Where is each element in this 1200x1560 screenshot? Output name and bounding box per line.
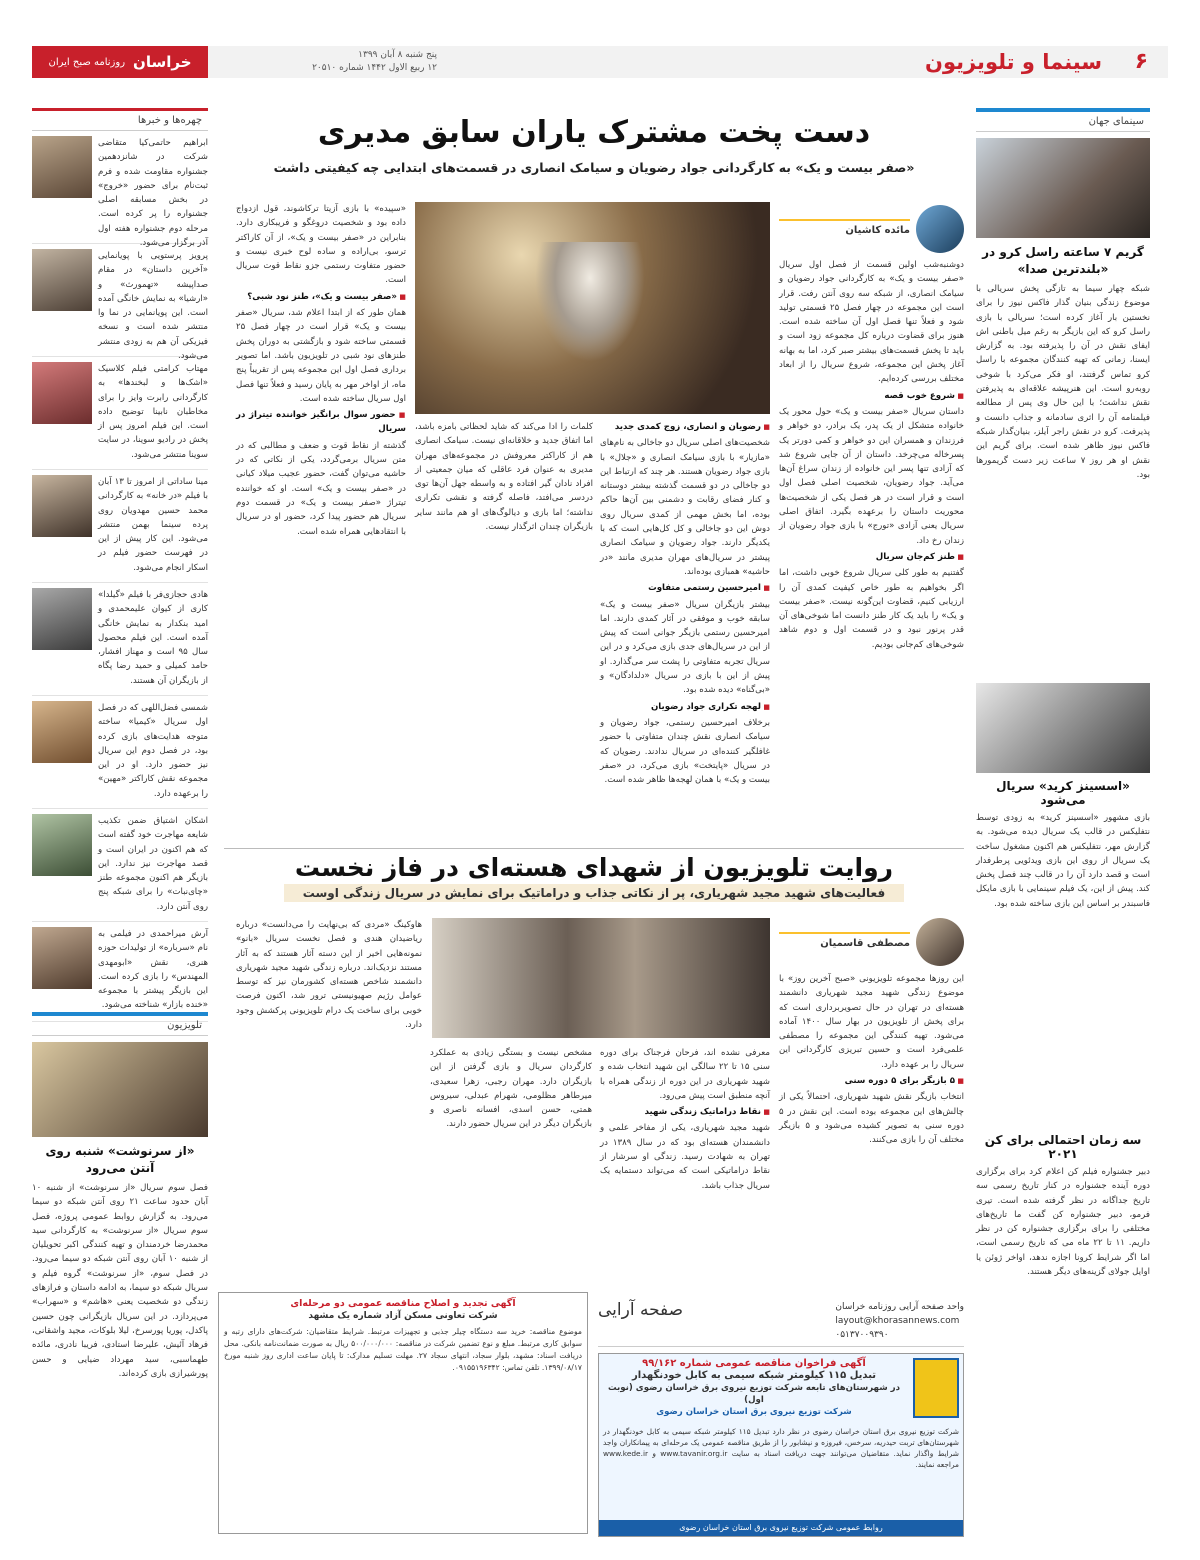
box-label: چهره‌ها و خبرها <box>32 111 208 131</box>
faces-and-news-column <box>32 108 208 1160</box>
tender-ad-electricity[interactable] <box>598 1353 964 1537</box>
author-box <box>779 918 964 966</box>
author-avatar <box>916 918 964 966</box>
news-title[interactable]: «اسسینز کرید» سریال می‌شود <box>996 779 1130 807</box>
face-news-text: ابراهیم حاتمی‌کیا متقاضی شرکت در شانزدهمین جشنواره مقاومت شده و فرم ثبت‌نام برای حضور «خروج» در بخش مسابقه اصلی جشنواره را پر کرده است. مرحله دوم جشنواره هفته اول آذر برگزار می‌شود. <box>98 138 208 249</box>
subheading: ■ طنز کم‌جان سریال <box>779 550 964 564</box>
subheading: ■ ۵ بازیگر برای ۵ دوره سنی <box>779 1074 964 1088</box>
actors-figure <box>535 242 645 362</box>
face-news-item[interactable] <box>32 922 208 1022</box>
body-text: برخلاف امیرحسین رستمی، جواد رضویان و سیامک انصاری نقش چندان متفاوتی با حضور غافلگیر کننده‌ای در سریال ندادند. رضویان که در سریال «پایتخت» بازی می‌کرد، در «صفر بیست و یک» با همان لهجه‌ها ظاهر شده است. <box>600 717 770 786</box>
body-text: انتخاب بازیگر نقش شهید شهریاری، احتمالاً یکی از چالش‌های این مجموعه بوده است. این نقش در ۵ دوره سنی به تصویر کشیده می‌شود و ۵ بازیگر مختلف آن را بازی می‌کنند. <box>779 1092 965 1146</box>
subheading: ■ شروع خوب قصه <box>779 389 964 403</box>
main-column-4 <box>236 202 406 840</box>
face-news-item[interactable] <box>32 696 208 809</box>
logo-subtitle: روزنامه صبح ایران <box>48 56 126 68</box>
face-news-text: مینا ساداتی از امروز تا ۱۳ آبان با فیلم «در خانه» به کارگردانی محمد حسین مهدویان روی پرده سینما بهمن منتشر می‌شود. این کار پیش از این در فهرست حضور فیلم در اسکار انجام می‌شود. <box>98 477 208 573</box>
date-line: پنج شنبه ۸ آبان ۱۳۹۹ <box>358 50 437 60</box>
russell-crowe-photo <box>976 138 1150 238</box>
face-news-item[interactable] <box>32 357 208 470</box>
section-title: سینما و تلویزیون <box>925 50 1102 74</box>
author-name: مائده کاشیان <box>779 219 910 240</box>
news-body: دبیر جشنواره فیلم کن اعلام کرد برای برگزاری دوره آینده جشنواره در کنار تاریخ رسمی سه تاریخ جداگانه در نظر گرفته شده است. تیری فرمو، دبیر جشنواره کن گفت ما تاریخ‌های مختلفی را برای برگزاری جشنواره کن در نظر داریم. ۱۱ تا ۲۲ ماه می که تاریخ رسمی است، اما اگر شرایط کرونا اجازه ندهد، اواخر ژوئن یا اوایل جولای گزینه‌های دیگر هستند. <box>976 1167 1150 1278</box>
world-cinema-column <box>976 108 1150 1460</box>
ad-footer: روابط عمومی شرکت توزیع نیروی برق استان خراسان رضوی <box>599 1520 963 1536</box>
news-title[interactable]: گریم ۷ ساعته راسل کرو در «بلندترین صدا» <box>982 245 1144 276</box>
face-news-text: هادی حجازی‌فر با فیلم «گیلدا» کاری از کیوان علیمحمدی و امید بنکدار به نمایش خانگی آمده است. این فیلم محصول سال ۹۵ است و مهناز افشار، حامد کمیلی و حمید رضا پگاه از بازیگران آن هستند. <box>98 590 209 686</box>
body-text: بیشتر بازیگران سریال «صفر بیست و یک» سابقه خوب و موفقی در آثار کمدی دارند. اما امیرحسین رستمی بازیگر جوانی است که پیش از این در سریال‌های جدی بازی می‌کرد و در این سریال تجربه متفاوتی را پشت سر می‌گذارد. او پیش از این با بازی در سریال «دلدادگان» و «بی‌گناه» دیده شده بود. <box>600 599 770 696</box>
body-text: مشخص نیست و بستگی زیادی به عملکرد کارگردان سریال و بازی گرفتن از این بازیگران دارد. مهران رجبی، زهرا سعیدی، میرطاهر مظلومی، شهرام عبدلی، سیروس همتی، حسن اسدی، افسانه ناصری و بازیگران دیگر در این سریال حضور دارند. <box>430 1048 592 1130</box>
face-news-item[interactable] <box>32 131 208 249</box>
second-lead: فعالیت‌های شهید مجید شهریاری، پر از نکاتی جذاب و دراماتیک برای نمایش در سریال زندگی اوست <box>284 884 904 902</box>
face-news-item[interactable] <box>32 583 208 696</box>
ad-title: آگهی فراخوان مناقصه عمومی شماره ۹۹/۱۶۲ <box>642 1358 866 1369</box>
ad-body: موضوع مناقصه: خرید سه دستگاه چیلر جذبی و تجهیزات مرتبط. شرایط متقاضیان: شرکت‌های دارای رتبه و سوابق کاری مرتبط. مبلغ و نوع تضمین شرکت در مناقصه: ۵۰۰/۰۰۰/۰۰۰ ریال به صورت ضمانت‌نامه بانکی. محل دریافت اسناد: مشهد، بلوار سجاد، انتهای سجاد ۲۷. مهلت تسلیم مدارک: تا پایان ساعت اداری روز شنبه مورخ ۱۳۹۹/۰۸/۱۷. تلفن تماس: ۰۹۱۵۵۱۹۶۳۴۲. <box>224 1327 582 1372</box>
ad-subtitle: شرکت تعاونی مسکن آزاد شماره یک مشهد <box>308 1311 498 1321</box>
tavanir-logo <box>913 1358 959 1418</box>
news-body: شبکه چهار سیما به تازگی پخش سریالی با موضوع زندگی بنیان گذار فاکس نیوز را برای نخستین بار آغاز کرده است؛ سریالی با بازی راسل کرو که این بازیگر به رغم میل باطنی اش ایفای نقش در آن را پذیرفته بود. به گزارش ایسنا، زمانی که تهیه کنندگان مجموعه با راسل کرو تماس گرفتند، او فکر می‌کرد با شوخی روبه‌رو است. این هنرپیشه علاقه‌ای به پذیرفتن نقش نداشت؛ با این حال وی پس از مطالعه فیلمنامه آن را اثری سادمانه و جذاب دانست و پذیرفت. کرو در نقش راجر آیلز، بنیان‌گذار شبکه فاکس نیوز ظاهر شده است. برای گریم این نقش او هر روز ۷ ساعت زیر دست گریمورها بود. <box>976 284 1151 480</box>
author-name: مصطفی قاسمیان <box>779 932 910 953</box>
tender-ad-housing[interactable] <box>218 1292 588 1534</box>
body-text: دوشنبه‌شب اولین قسمت از فصل اول سریال «صفر بیست و یک» به کارگردانی جواد رضویان و سیامک انصاری، از شبکه سه روی آنتن رفت. قرار است این مجموعه در چهار فصل ۲۵ قسمتی تولید شود و فعلاً تنها فصل اول آن ساخته شده است. هنوز برای قضاوت درباره کل مجموعه زود است و باید تا پخش قسمت‌های بیشتر صبر کرد، اما به بهانه آغاز پخش این مجموعه، شروع سریال را از ابعاد مختلف بررسی کرده‌ایم. <box>779 260 964 385</box>
face-photo <box>32 814 92 876</box>
subheading: ■ نقاط دراماتیک زندگی شهید <box>600 1105 770 1119</box>
series-photo <box>415 202 770 414</box>
main-column-3 <box>415 420 593 840</box>
logo-text: خراسان <box>133 53 192 71</box>
layout-unit: واحد صفحه آرایی روزنامه خراسان <box>835 1302 964 1312</box>
main-title[interactable]: دست پخت مشترک یاران سابق مدیری <box>317 115 871 150</box>
box-label: تلویزیون <box>32 1016 208 1036</box>
subheading: ■ «صفر بیست و یک»، طنز نود شبی؟ <box>236 290 406 304</box>
ad-body: شرکت توزیع نیروی برق استان خراسان رضوی در نظر دارد تبدیل ۱۱۵ کیلومتر شبکه سیمی به کابل خودنگهدار در شهرستان‌های تربت حیدریه، سرخس، فیروزه و نیشابور را از طریق مناقصه عمومی یک مرحله‌ای به پیمانکاران واجد شرایط واگذار نماید. متقاضیان می‌توانند جهت دریافت اسناد به سایت www.tavanir.org.ir و www.kede.ir مراجعه نمایند. <box>603 1427 960 1469</box>
newspaper-logo[interactable] <box>32 46 208 78</box>
subheading: ■ رضویان و انصاری، زوج کمدی جدید <box>600 420 770 434</box>
body-text: گفتنیم به طور کلی سریال شروع خوبی داشت، اما اگر بخواهیم به طور خاص کیفیت کمدی آن را ارزیابی کنیم، قضاوت این‌گونه نیست. «صفر بیست و یک» را باید یک کار طنز دانست اما شوخی‌های آن قدر پرنور نبود و در قسمت اول و دوم شاهد شوخی‌های کم‌جانی بودیم. <box>779 568 964 650</box>
news-title[interactable]: سه زمان احتمالی برای کن ۲۰۲۱ <box>984 1133 1142 1161</box>
face-news-text: پرویز پرستویی با پویانمایی «آخرین داستان» در مقام صداپیشه «تهمورث» و «ارشیا» به نمایش خانگی آمده است. این پویانمایی در نما وا منتشر شده است و نسخه فیزیکی آن هم به زودی منتشر می‌شود. <box>98 251 208 362</box>
ad-subtitle: تبدیل ۱۱۵ کیلومتر شبکه سیمی به کابل خودنگهدار <box>631 1370 877 1381</box>
face-photo <box>32 701 92 763</box>
face-news-item[interactable] <box>32 244 208 362</box>
date-line-hijri: ۱۲ ربیع الاول ۱۴۴۲ شماره ۲۰۵۱۰ <box>312 63 437 73</box>
martyr-photos <box>432 918 770 1038</box>
subheading: ■ امیرحسین رستمی متفاوت <box>600 581 770 595</box>
ad-title: آگهی تجدید و اصلاح مناقصه عمومی دو مرحله‌ای <box>290 1298 516 1309</box>
second-column-2 <box>600 1046 770 1268</box>
face-news-item[interactable] <box>32 470 208 583</box>
tv-title[interactable]: «از سرنوشت» شنبه روی آنتن می‌رود <box>45 1144 195 1175</box>
news-body: بازی مشهور «اسسینز کرید» به زودی توسط نتفلیکس در قالب یک سریال دیده می‌شود. به گزارش مهر، نتفلیکس هم اکنون مشغول ساخت یک سریال از روی این بازی ویدئویی پرطرفدار است و قصد دارد آن را در قالب چند فصل پخش کند. پیش از این، یک فیلم سینمایی با بازی مایکل فاسبندر بر اساس این بازی ساخته شده بود. <box>976 813 1150 909</box>
subheading: ■ لهجه تکراری جواد رضویان <box>600 700 770 714</box>
body-text: گذشته از نقاط قوت و ضعف و مطالبی که در متن سریال برمی‌گردد، یکی از نکاتی که در حاشیه می‌توان گفت، حضور عجیب میلاد کیانی در «صفر بیست و یک» است. او که خواننده تیتراژ «صفر بیست و یک» در قسمت دوم سریال هم حضور پیدا کرد، حضور او در سریال با انتقادهایی همراه شده است. <box>236 440 406 537</box>
body-text: شهید مجید شهریاری، یکی از مفاخر علمی و دانشمندان هسته‌ای بود که در سال ۱۳۸۹ در تهران به شهادت رسید. زندگی او سرشار از نقاط دراماتیکی است که می‌تواند دستمایه یک سریال جذاب باشد. <box>600 1123 770 1191</box>
box-label: سینمای جهان <box>976 112 1150 132</box>
face-photo <box>32 362 92 424</box>
main-column-1 <box>779 258 964 840</box>
layout-heading: صفحه آرایی <box>598 1300 684 1320</box>
layout-email[interactable]: layout@khorasannews.com <box>835 1316 960 1326</box>
body-text: معرفی نشده اند، فرحان فرجناک برای دوره سنی ۱۵ تا ۲۲ سالگی این شهید انتخاب شده و شهید شهریاری در این دوره از زندگی همراه با آنچه منطبق است پیش می‌رود. <box>600 1048 770 1101</box>
face-photo <box>32 136 92 198</box>
body-text: هاوکینگ «مردی که بی‌نهایت را می‌دانست» درباره ریاضیدان هندی و فصل نخست سریال «بانو» نمونه‌هایی اخیر از این دسته آثار هستند که به آثار مستند نزدیک‌اند. درباره زندگی شهید مجید شهریاری دانشمند شاخص هسته‌ای کشورمان نیز که توسط عوامل رژیم صهیونیستی ترور شد، اکنون فرصت خوبی برای ساخت یک درام تلویزیونی پرکشش وجود دارد. <box>236 920 422 1031</box>
tv-body: فصل سوم سریال «از سرنوشت» از شنبه ۱۰ آبان حدود ساعت ۲۱ روی آنتن شبکه دو سیما می‌رود. به گزارش روابط عمومی پروژه، فصل سوم سریال «از سرنوشت» به کارگردانی سید محمدرضا خردمندان و تهیه کنندگی اکبر تحویلیان از شنبه ۱۰ آبان روی آنتن شبکه دو سیما می‌رود. در فصل سوم، «از سرنوشت» گروه فیلم و سریال شبکه دو سیما، به ادامه داستان و فرازهای زندگی دو شخصیت یعنی «هاشم» و «سهراب» می‌پردازد. در این سریال بازیگرانی چون حسین پاکدل، پوریا پورسرخ، لیلا بلوکات، مجید واشقانی، فرهاد آئیش، علیرضا استادی، فریبا نادری، مائده طهماسبی، سید مهرداد ضیایی و حسن پورشیرازی بازی کرده‌اند. <box>32 1183 209 1379</box>
body-text: همان طور که از ابتدا اعلام شد، سریال «صفر بیست و یک» قرار است در چهار فصل ۲۵ قسمتی ساخته شود و بازگشتی به دوران پخش طنزهای نود شبی در تلویزیون باشد. اما تصویر برداری فصل اول این مجموعه پس از تقریباً پنج ماه، از اواخر مهر به پایان رسید و فعلاً تنها فصل اول سریال ساخته شده است. <box>236 308 406 404</box>
page-number: ۶ <box>1134 49 1148 74</box>
faces-list <box>32 131 208 1022</box>
author-box <box>779 205 964 253</box>
ad-subtitle: در شهرستان‌های تابعه شرکت توزیع نیروی برق خراسان رضوی (نوبت اول) <box>607 1383 901 1405</box>
body-text: «سپیده» با بازی آزیتا ترکاشوند، قول ازدواج داده بود و شخصیت دروغگو و فریبکاری دارد. بنابراین در «صفر بیست و یک»، از آن کاراکتر ترسو، بی‌اراده و ساده لوح خبری نیست و حضور متفاوت رستمی جزو نقاط قوت سریال است. <box>236 204 406 286</box>
face-news-text: آرش میراحمدی در فیلمی به نام «سرباره» از تولیدات حوزه هنری، نقش «ابومهدی المهندس» را بازی کرده است. این بازیگر پیشتر با مجموعه «خنده بازار» شناخته می‌شود. <box>98 929 208 1011</box>
face-news-text: شمسی فضل‌اللهی که در فصل اول سریال «کیمیا» ساخته متوجه هدایت‌های بازی کرده بود، در فصل دوم این سریال نیز حضور دارد. او در این مجموعه نقش کاراکتر «مهین» را برعهده دارد. <box>98 703 208 799</box>
face-photo <box>32 249 92 311</box>
subheading: ■ حضور سوال برانگیز خواننده تیتراژ در سریال <box>236 408 406 437</box>
body-text: این روزها مجموعه تلویزیونی «صبح آخرین روز» با موضوع زندگی شهید مجید شهریاری دانشمند هسته‌ای در تهران در حال تصویربرداری است که برای پخش از تلویزیون در بهار سال ۱۴۰۰ آماده می‌شود. تهیه کنندگی این مجموعه را مصطفی علمی‌فرد است و حسین تبریزی کارگردانی این سریال را بر عهده دارد. <box>779 974 965 1070</box>
main-lead: «صفر بیست و یک» به کارگردانی جواد رضویان و سیامک انصاری در قسمت‌های ابتدایی چه کیفیتی داشت <box>273 160 915 175</box>
author-avatar <box>916 205 964 253</box>
second-column-4 <box>236 918 422 1268</box>
body-text: شخصیت‌های اصلی سریال دو جاخالی به نام‌های «مازیار» با بازی سیامک انصاری و «جلال» با بازی جواد رضویان هستند. هر چند که ارتباط این دو جاخالی در دو قسمت گذشته بیشتر دوستانه و کنار فضای رقابت و دشمنی بین آن‌ها حاکم بوده، اما بخش مهمی از کمدی سریال روی دوش این دو جاخالی و کل کل‌هایی است که با یکدیگر دارند. جواد رضویان و سیامک انصاری پیشتر در سریال‌های مهران مدیری مانند «در حاشیه» همبازی بوده‌اند. <box>600 438 770 577</box>
main-column-2 <box>600 420 770 840</box>
body-text: داستان سریال «صفر بیست و یک» حول محور یک خانواده متشکل از یک پدر، یک برادر، دو خواهر و فرزندان و همسران این دو خواهر و کمی دورتر یک پسرخاله می‌چرخد. داستان از آن جایی شروع شد که آزادی تنها پسر این خانواده از زندان سراغ آن‌ها می‌آید. جواد رضویان، شخصیت اصلی فصل اول است و قرار است در هر فصل یکی از شخصیت‌ها محوریت داستان را برعهده بگیرد. اتفاق اصلی سریال یعنی آزادی «تورج» با بازی جواد رضویان از زندان رخ داد. <box>779 406 964 546</box>
body-text: کلمات را ادا می‌کند که شاید لحظاتی بامزه باشد، اما اتفاق جدید و خلاقانه‌ای نیست. سیامک انصاری هم از کاراکتر معروفش در مجموعه‌های مهران مدیری به عنوان فرد عاقلی که میان جمعیتی از افراد نادان گیر افتاده و به واسطه جهل آن‌ها توی دردسر می‌افتد، فاصله گرفته و نقشی تکراری نداشته؛ اما بازی و دیالوگ‌های او هم مانند سایر بازیگران چندان اثرگذار نیست. <box>415 422 593 533</box>
tv-photo <box>32 1042 208 1137</box>
face-photo <box>32 927 92 989</box>
tv-box <box>32 1012 208 1532</box>
page-header <box>32 46 1168 78</box>
face-news-item[interactable] <box>32 809 208 922</box>
second-column-1 <box>779 972 964 1268</box>
ad-subtitle: شرکت توزیع نیروی برق استان خراسان رضوی <box>656 1407 852 1417</box>
layout-phone[interactable]: ۰۵۱۳۷۰۰۹۳۹۰ <box>835 1330 889 1340</box>
assassins-creed-photo <box>976 683 1150 773</box>
layout-ad-area <box>598 1300 964 1534</box>
second-column-3 <box>430 1046 592 1268</box>
divider <box>224 848 964 849</box>
face-news-text: اشکان اشتیاق ضمن تکذیب شایعه مهاجرت خود گفته است که هم اکنون در ایران است و قصد مهاجرت نیز ندارد. این بازیگر هم اکنون مجموعه طنز «چای‌نبات» را برای شبکه پنج روی آنتن دارد. <box>98 816 208 912</box>
face-news-text: مهتاب کرامتی فیلم کلاسیک «اشک‌ها و لبخندها» به کارگردانی رابرت وایز را برای مخاطبان نابینا توضیح داده است. این فیلم امروز پس از پخش در رادیو سوینا، در سایت سوینا منتشر می‌شود. <box>98 364 208 460</box>
second-title[interactable]: روایت تلویزیون از شهدای هسته‌ای در فاز نخست <box>294 853 894 882</box>
face-photo <box>32 475 92 537</box>
face-photo <box>32 588 92 650</box>
